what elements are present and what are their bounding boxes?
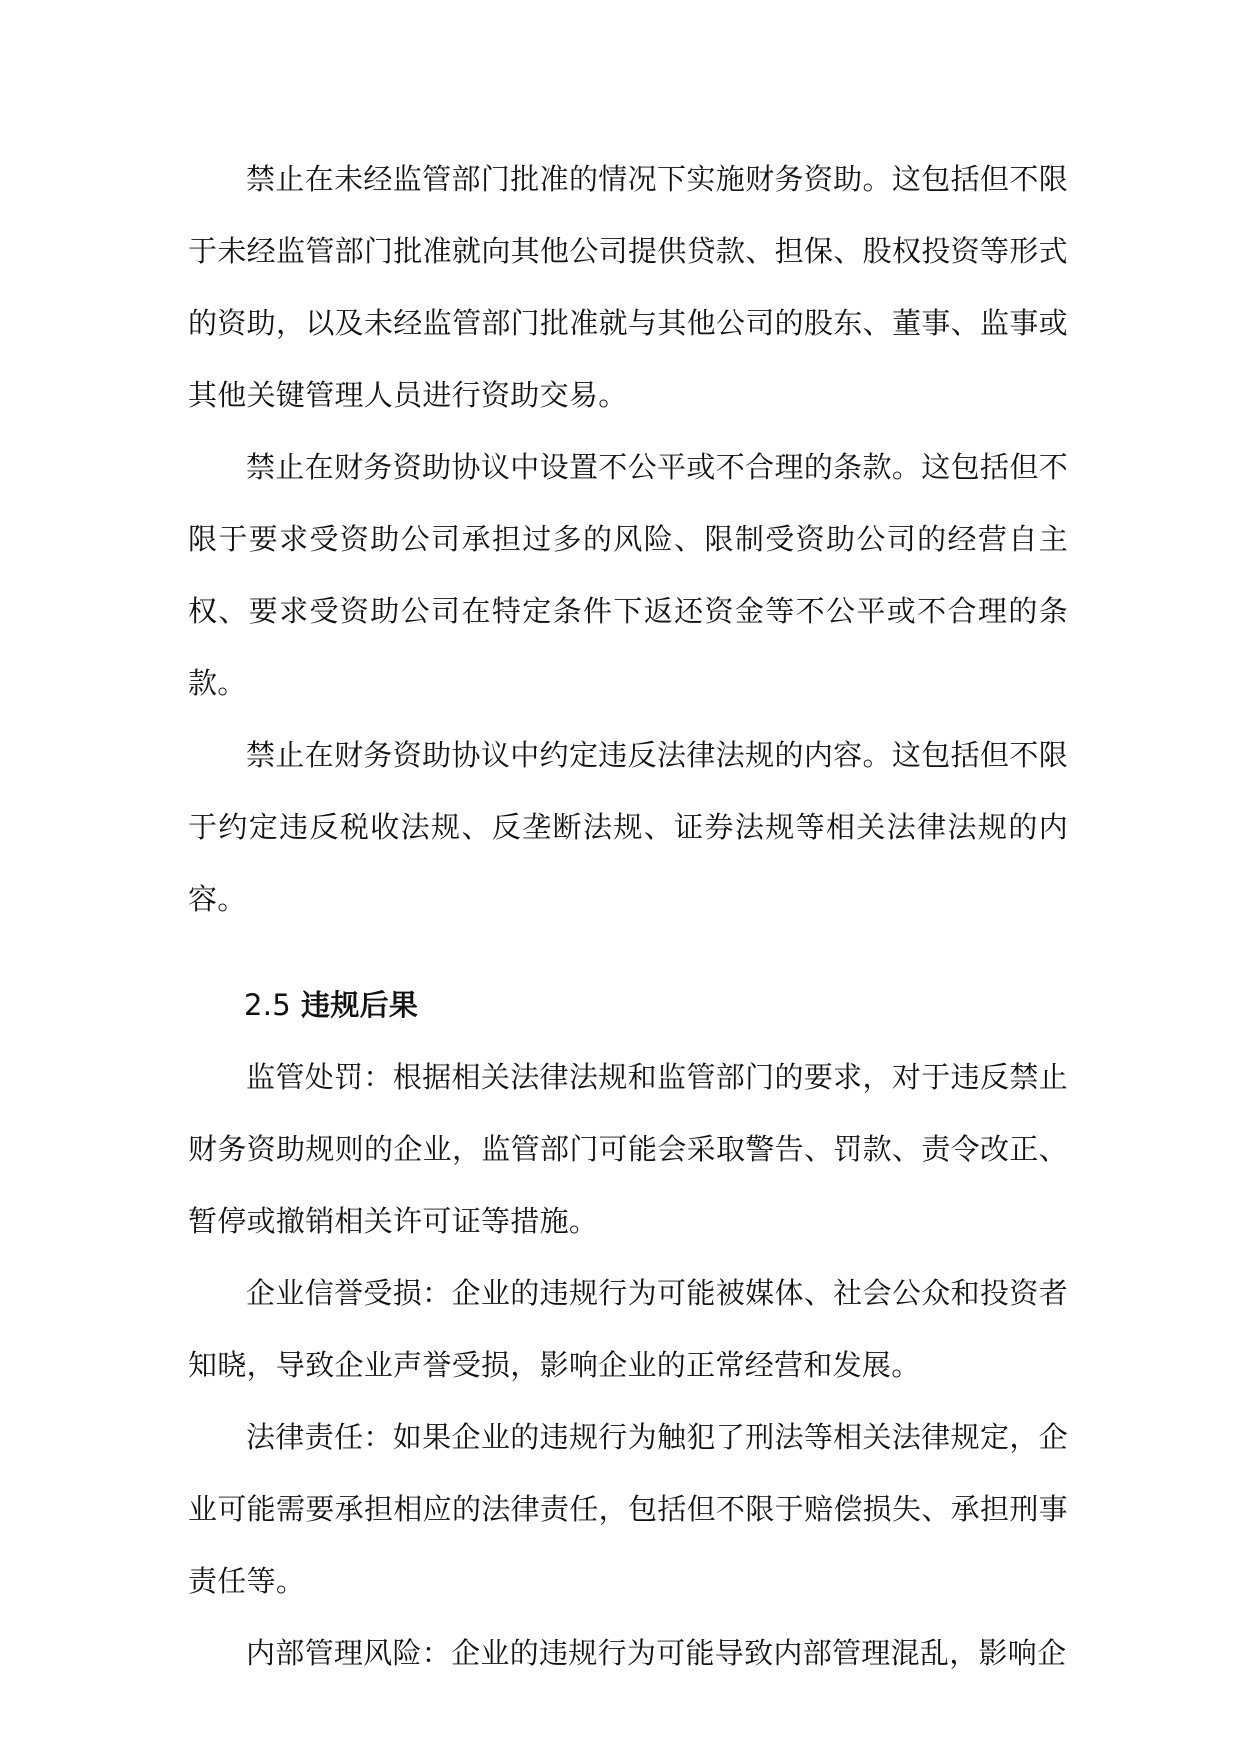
section-title: 违规后果: [301, 988, 419, 1022]
paragraph-reputation-damage: 企业信誉受损：企业的违规行为可能被媒体、社会公众和投资者知晓，导致企业声誉受损，影响企业的正常经营和发展。: [188, 1276, 1068, 1382]
paragraph-internal-management-risk: 内部管理风险：企业的违规行为可能导致内部管理混乱，影响企: [246, 1636, 1067, 1670]
paragraph-legal-liability: 法律责任：如果企业的违规行为触犯了刑法等相关法律规定，企业可能需要承担相应的法律责任，包括但不限于赔偿损失、承担刑事责任等。: [188, 1420, 1068, 1598]
section-heading: [188, 969, 1068, 1041]
paragraph-unauthorized-assistance: 禁止在未经监管部门批准的情况下实施财务资助。这包括但不限于未经监管部门批准就向其他公司提供贷款、担保、股权投资等形式的资助，以及未经监管部门批准就与其他公司的股东、董事、监事或其他关键管理人员进行资助交易。: [188, 162, 1068, 412]
paragraph-regulatory-penalty: 监管处罚：根据相关法律法规和监管部门的要求，对于违反禁止财务资助规则的企业，监管部门可能会采取警告、罚款、责令改正、暂停或撤销相关许可证等措施。: [188, 1060, 1068, 1238]
paragraph-unfair-terms: 禁止在财务资助协议中设置不公平或不合理的条款。这包括但不限于要求受资助公司承担过多的风险、限制受资助公司的经营自主权、要求受资助公司在特定条件下返还资金等不公平或不合理的条款。: [188, 450, 1068, 700]
section-number: 2.5: [244, 988, 292, 1022]
document-body: [188, 143, 1068, 1689]
paragraph-illegal-content: 禁止在财务资助协议中约定违反法律法规的内容。这包括但不限于约定违反税收法规、反垄断法规、证券法规等相关法律法规的内容。: [188, 738, 1068, 916]
